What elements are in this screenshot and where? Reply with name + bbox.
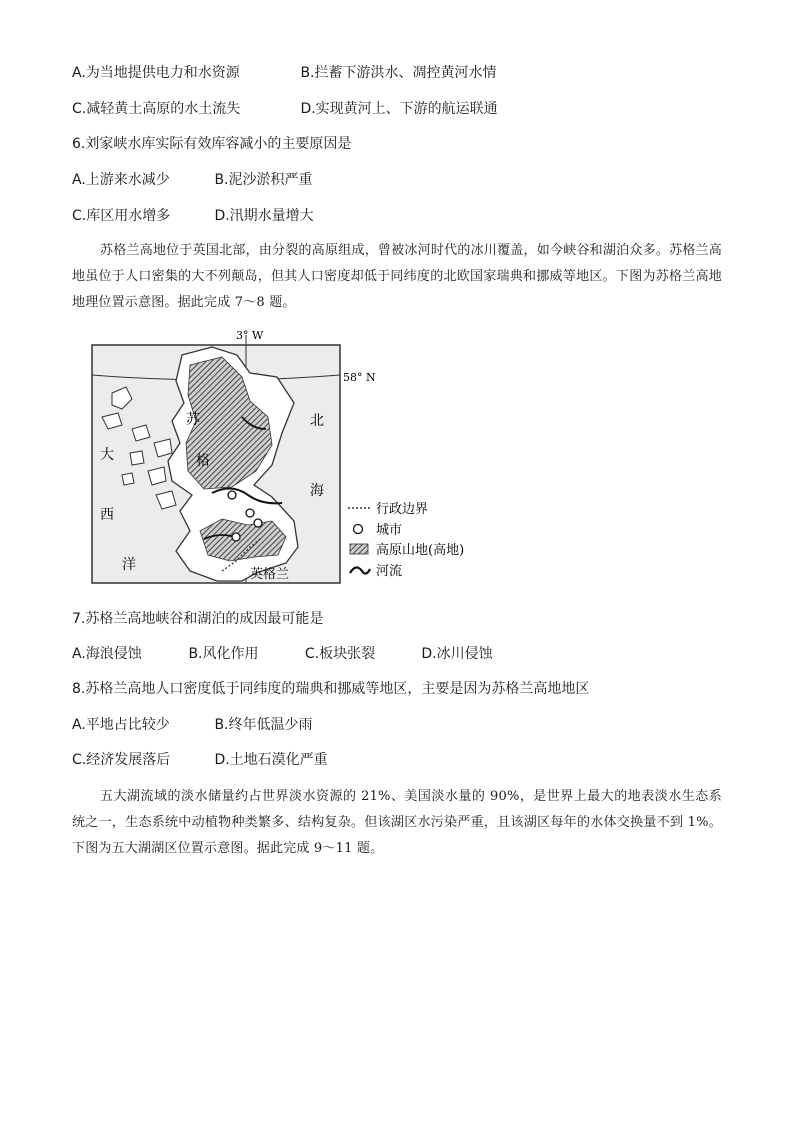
q6-options-row2: [72, 206, 314, 226]
q7-option-c: C.板块张裂: [304, 646, 376, 662]
legend-river-label: 河流: [376, 564, 403, 579]
q6-stem: 6.刘家峡水库实际有效库容减小的主要原因是: [72, 136, 352, 152]
city-marker: [228, 491, 236, 499]
legend-highland-label: 高原山地(高地): [376, 543, 465, 558]
city-marker: [254, 519, 262, 527]
q7-stem: 7.苏格兰高地峡谷和湖泊的成因最可能是: [72, 611, 324, 627]
q7-option-b: B.风化作用: [188, 646, 259, 662]
label-region-1: 苏: [186, 412, 200, 428]
legend-city-label: 城市: [376, 523, 403, 538]
q8-option-b: B.终年低温少雨: [214, 717, 313, 733]
q8-option-d: D.土地石漠化严重: [214, 752, 328, 768]
label-england: 英格兰: [250, 567, 290, 582]
q6-option-c: C.库区用水增多: [72, 208, 171, 224]
q5-option-d: D.实现黄河上、下游的航运联通: [300, 101, 498, 117]
label-atlantic-1: 大: [100, 447, 114, 463]
q6-option-d: D.汛期水量增大: [214, 208, 314, 224]
island: [122, 473, 134, 485]
q6-option-a: A.上游来水减少: [72, 172, 170, 188]
q8-options-row2: [72, 750, 328, 770]
longitude-label: 3° W: [236, 329, 264, 342]
label-north-sea-1: 北: [310, 413, 324, 429]
passage-scottish-highlands: 苏格兰高地位于英国北部，由分裂的高原组成，曾被冰河时代的冰川覆盖，如今峡谷和湖泊众多。苏格兰高地虽位于人口密集的大不列颠岛，但其人口密度却低于同纬度的北欧国家瑞典和挪威等地区。下图为苏格兰高地地理位置示意图。据此完成 7～8 题。: [72, 243, 722, 310]
q5-option-c: C.减轻黄土高原的水土流失: [72, 101, 241, 117]
label-atlantic-3: 洋: [122, 557, 136, 573]
city-marker: [232, 533, 240, 541]
legend-highland-symbol: [350, 544, 368, 554]
q5-options-row2: [72, 99, 498, 119]
q6-options-row1: [72, 170, 313, 190]
label-region-2: 格: [196, 453, 210, 469]
q7-option-d: D.冰川侵蚀: [421, 646, 493, 662]
highland-area-south: [200, 519, 286, 561]
scotland-highlands-map: [72, 325, 482, 587]
legend-river-symbol: [350, 567, 370, 573]
q5-option-b: B.拦蓄下游洪水、凋控黄河水情: [300, 65, 497, 81]
q7-option-a: A.海浪侵蚀: [72, 646, 142, 662]
q8-options-row1: [72, 715, 313, 735]
passage-great-lakes: 五大湖流域的淡水储量约占世界淡水资源的 21%、美国淡水量的 90%，是世界上最大的地表淡水生态系统之一，生态系统中动植物种类繁多、结构复杂。但该湖区水污染严重，且该湖区每年的水体交换量不到 1%。下图为五大湖湖区位置示意图。据此完成 9～11 题。: [72, 789, 722, 856]
q8-option-c: C.经济发展落后: [72, 752, 171, 768]
q8-option-a: A.平地占比较少: [72, 717, 170, 733]
island: [130, 451, 144, 465]
city-marker: [246, 509, 254, 517]
q8-stem: 8.苏格兰高地人口密度低于同纬度的瑞典和挪威等地区，主要是因为苏格兰高地地区: [72, 681, 590, 697]
legend-city-symbol: [354, 525, 363, 534]
q5-options-row1: [72, 63, 497, 83]
legend-boundary-label: 行政边界: [376, 502, 429, 517]
q5-option-a: A.为当地提供电力和水资源: [72, 65, 240, 81]
q7-options: [72, 644, 493, 664]
q6-option-b: B.泥沙淤积严重: [214, 172, 313, 188]
label-atlantic-2: 西: [100, 507, 114, 523]
label-north-sea-2: 海: [310, 483, 324, 499]
latitude-label: 58° N: [343, 371, 376, 384]
